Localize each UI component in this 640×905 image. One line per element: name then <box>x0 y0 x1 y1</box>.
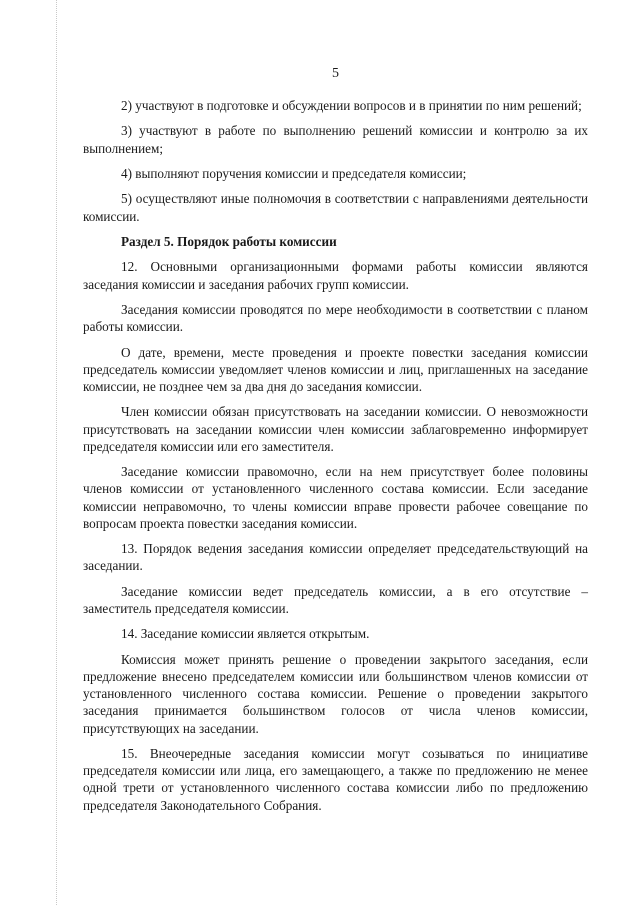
page-number: 5 <box>332 66 339 81</box>
paragraph: Член комиссии обязан присутствовать на заседании комиссии. О невозможности присутствовать на заседании комиссии член комиссии заблаговременно информирует председателя комиссии или его заместителя. <box>83 404 588 454</box>
list-item-4: 4) выполняют поручения комиссии и председателя комиссии; <box>121 165 467 181</box>
list-item-5: 5) осуществляют иные полномочия в соответствии с направлениями деятельности комиссии. <box>83 191 588 224</box>
paragraph-15: 15. Внеочередные заседания комиссии могут созываться по инициативе председателя комиссии или лица, его замещающего, а также по предложению не менее одной трети от установленного численного состава комиссии либо по предложению председателя Законодательного Собрания. <box>83 745 588 813</box>
list-item-3: 3) участвуют в работе по выполнению решений комиссии и контролю за их выполнением; <box>83 123 588 156</box>
document-body <box>83 97 588 822</box>
list-item-2: 2) участвуют в подготовке и обсуждении вопросов и в принятии по ним решений; <box>121 98 582 113</box>
paragraph: Заседания комиссии проводятся по мере необходимости в соответствии с планом работы комиссии. <box>83 301 588 335</box>
paragraph-12: 12. Основными организационными формами работы комиссии являются заседания комиссии и заседания рабочих групп комиссии. <box>83 259 588 292</box>
paragraph: Комиссия может принять решение о проведении закрытого заседания, если предложение внесено председателем комиссии или большинством членов комиссии от установленного численного состава комиссии. Решение о проведении закрытого заседания принимается большинством голосов от числа членов комиссии, присутствующих на заседании. <box>83 651 588 736</box>
paragraph-13: 13. Порядок ведения заседания комиссии определяет председательствующий на заседании. <box>83 541 588 574</box>
paragraph: Заседание комиссии ведет председатель комиссии, а в его отсутствие – заместитель председателя комиссии. <box>83 583 588 616</box>
paragraph: О дате, времени, месте проведения и проекте повестки заседания комиссии председатель комиссии уведомляет членов комиссии и лиц, приглашенных на заседание комиссии, не позднее чем за два дня до заседания комиссии. <box>83 344 588 394</box>
paragraph: Заседание комиссии правомочно, если на нем присутствует более половины членов комиссии от установленного численного состава комиссии. Если заседание комиссии неправомочно, то члены комиссии вправе провести рабочее совещание по вопросам проекта повестки заседания комиссии. <box>83 464 588 531</box>
scan-binding-edge <box>56 0 57 905</box>
paragraph-14: 14. Заседание комиссии является открытым. <box>121 626 370 642</box>
section-heading: Раздел 5. Порядок работы комиссии <box>121 233 337 249</box>
